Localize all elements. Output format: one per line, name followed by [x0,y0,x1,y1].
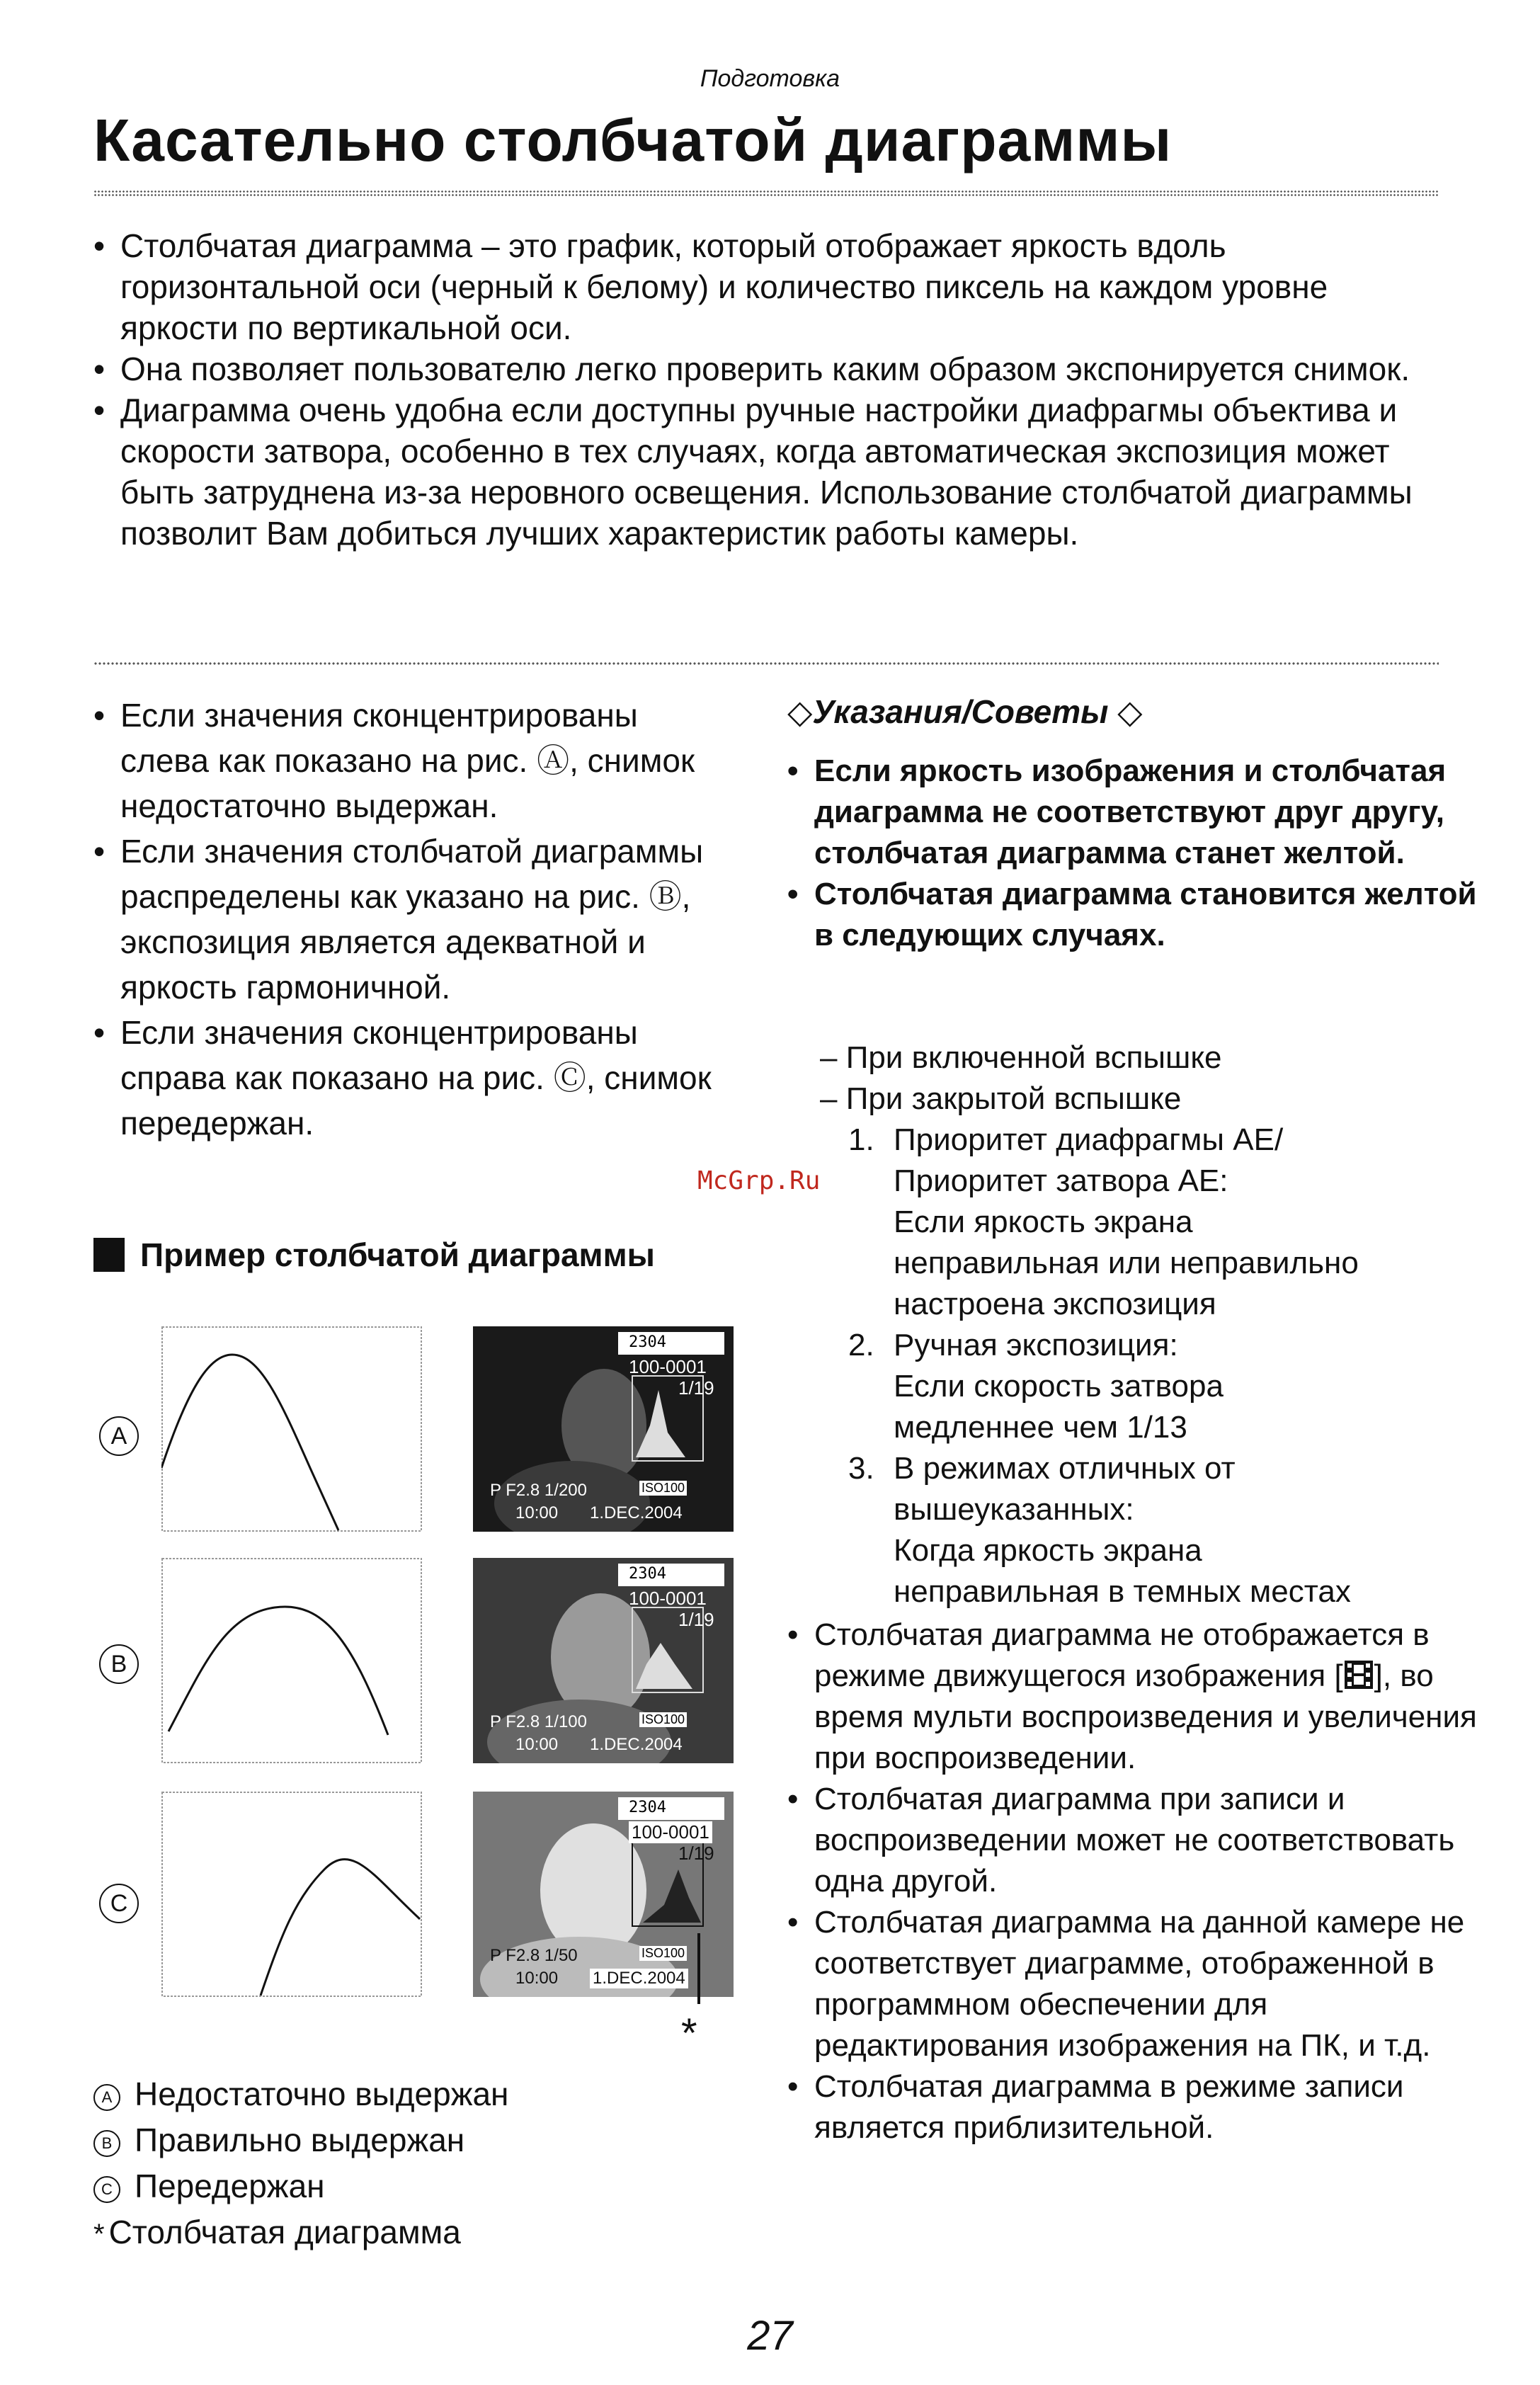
case-number: 1. [848,1122,874,1157]
label-a: A [99,1416,139,1456]
photo-frames: 1/19 [678,1609,714,1630]
photo-resolution: 2304 [629,1333,666,1351]
note-item: • Столбчатая диаграмма в режиме записи является приблизительной. [787,2066,1481,2148]
label-b: B [99,1644,139,1684]
page-title: Касательно столбчатой диаграммы [93,107,1173,173]
square-bullet-icon [93,1238,125,1272]
case-line: Если скорость затвора [894,1369,1224,1404]
photo-date: 1.DEC.2004 [590,1969,688,1988]
tips-notes [787,1615,1481,2148]
tip-bold-item: • Если яркость изображения и столбчатая диаграмма не соответствуют друг другу, столбчатая диаграмма станет желтой. [787,751,1481,874]
intro-item: • Она позволяет пользователю легко проверить каким образом экспонируется снимок. [93,348,1439,389]
left-bullet: • Если значения сконцентрированы справа как показано на рис. Ⓒ, снимок передержан. [93,1010,731,1146]
note-text: Столбчатая диаграмма не отображается в режиме движущегося изображения [ [814,1617,1430,1693]
photo-resolution: 2304 [629,1565,666,1583]
histogram-pointer [697,1933,700,2004]
legend-item-b [93,2117,508,2163]
case-line: В режимах отличных от [894,1451,1236,1486]
photo-frames: 1/19 [678,1377,714,1399]
title-rule [93,190,1439,197]
histogram-a [161,1326,422,1532]
case-dash: – При включенной вспышке [820,1040,1222,1075]
watermark: McGrp.Ru [697,1166,821,1195]
tips-cases [787,1037,1481,1612]
note-text: ], во время мульти воспроизведения и увеличения при воспроизведении. [814,1658,1477,1775]
left-bullet: • Если значения столбчатой диаграммы распределены как указано на рис. Ⓑ, экспозиция является адекватной и яркость гармоничной. [93,829,731,1010]
page-number: 27 [747,2313,793,2359]
case-line: неправильная или неправильно [894,1246,1359,1280]
photo-iso: ISO100 [639,1712,687,1727]
photo-iso: ISO100 [639,1946,687,1961]
tips-bold-list [787,751,1481,956]
legend-text: Правильно выдержан [135,2122,465,2158]
tip-bold-item: • Столбчатая диаграмма становится желтой в следующих случаях. [787,874,1481,956]
case-line: вышеуказанных: [894,1492,1134,1527]
case-line: неправильная в темных местах [894,1574,1351,1609]
legend-item-asterisk [93,2209,508,2258]
left-bullets [93,693,731,1146]
intro-list [93,225,1439,554]
note-item: • Столбчатая диаграмма при записи и воспроизведении может не соответствовать одна другой. [787,1779,1481,1902]
legend-text: Столбчатая диаграмма [108,2214,461,2250]
photo-info: P F2.8 1/200 [490,1481,587,1500]
photo-iso: ISO100 [639,1481,687,1496]
legend-mark: B [93,2130,120,2157]
photo-info: P F2.8 1/50 [490,1946,578,1965]
legend-mark: C [93,2176,120,2203]
section-header: Подготовка [700,65,840,92]
asterisk-marker: * [681,2010,697,2056]
photo-time: 10:00 [515,1969,559,1988]
legend-mark: * [93,2219,105,2250]
photo-info: P F2.8 1/100 [490,1712,587,1731]
movie-mode-icon [1343,1659,1374,1690]
histogram-c [161,1792,422,1997]
photo-date: 1.DEC.2004 [590,1503,683,1522]
photo-a [473,1326,734,1532]
case-numbered-3 [787,1448,1481,1489]
legend-mark: A [93,2084,120,2111]
note-item [787,1615,1481,1779]
case-numbered-2 [787,1325,1481,1366]
intro-item: • Столбчатая диаграмма – это график, который отображает яркость вдоль горизонтальной оси (черный к белому) и количество пиксель на каждом уровне яркости по вертикальной оси. [93,225,1439,348]
case-line: Приоритет диафрагмы AE/ [894,1122,1284,1157]
label-c: C [99,1884,139,1923]
case-line: Если яркость экрана [894,1205,1193,1239]
case-dash: – При закрытой вспышке [820,1081,1182,1116]
histogram-b [161,1558,422,1763]
photo-c [473,1792,734,1997]
example-heading [93,1236,655,1274]
legend-item-a [93,2071,508,2117]
photo-counter: 100-0001 [629,1588,707,1609]
photo-time: 10:00 [515,1503,559,1522]
photo-counter: 100-0001 [629,1821,712,1843]
tips-heading: ◇Указания/Советы ◇ [787,693,1143,730]
section-divider [93,661,1439,665]
legend [93,2071,508,2258]
photo-b [473,1558,734,1763]
photo-frames: 1/19 [678,1843,714,1864]
case-line: Приоритет затвора AE: [894,1163,1228,1198]
legend-text: Недостаточно выдержан [135,2076,509,2112]
case-numbered-1 [787,1120,1481,1161]
legend-item-c [93,2163,508,2209]
note-item: • Столбчатая диаграмма на данной камере не соответствует диаграмме, отображенной в программном обеспечении для редактирования изображения на ПК, и т.д. [787,1902,1481,2066]
case-number: 3. [848,1451,874,1486]
photo-counter: 100-0001 [629,1356,707,1377]
photo-time: 10:00 [515,1735,559,1754]
example-heading-text: Пример столбчатой диаграммы [140,1236,655,1273]
left-bullet: • Если значения сконцентрированы слева как показано на рис. Ⓐ, снимок недостаточно выдержан. [93,693,731,829]
case-line: медленнее чем 1/13 [894,1410,1187,1445]
intro-item: • Диаграмма очень удобна если доступны ручные настройки диафрагмы объектива и скорости затвора, особенно в тех случаях, когда автоматическая экспозиция может быть затруднена из-за неровного освещения. Использование столбчатой диаграммы позволит Вам добиться лучших характеристик работы камеры. [93,389,1439,554]
case-line: Когда яркость экрана [894,1533,1202,1568]
photo-resolution: 2304 [629,1799,666,1816]
case-line: Ручная экспозиция: [894,1328,1178,1362]
legend-text: Передержан [135,2168,325,2204]
case-line: настроена экспозиция [894,1287,1216,1321]
photo-date: 1.DEC.2004 [590,1735,683,1754]
case-number: 2. [848,1328,874,1362]
